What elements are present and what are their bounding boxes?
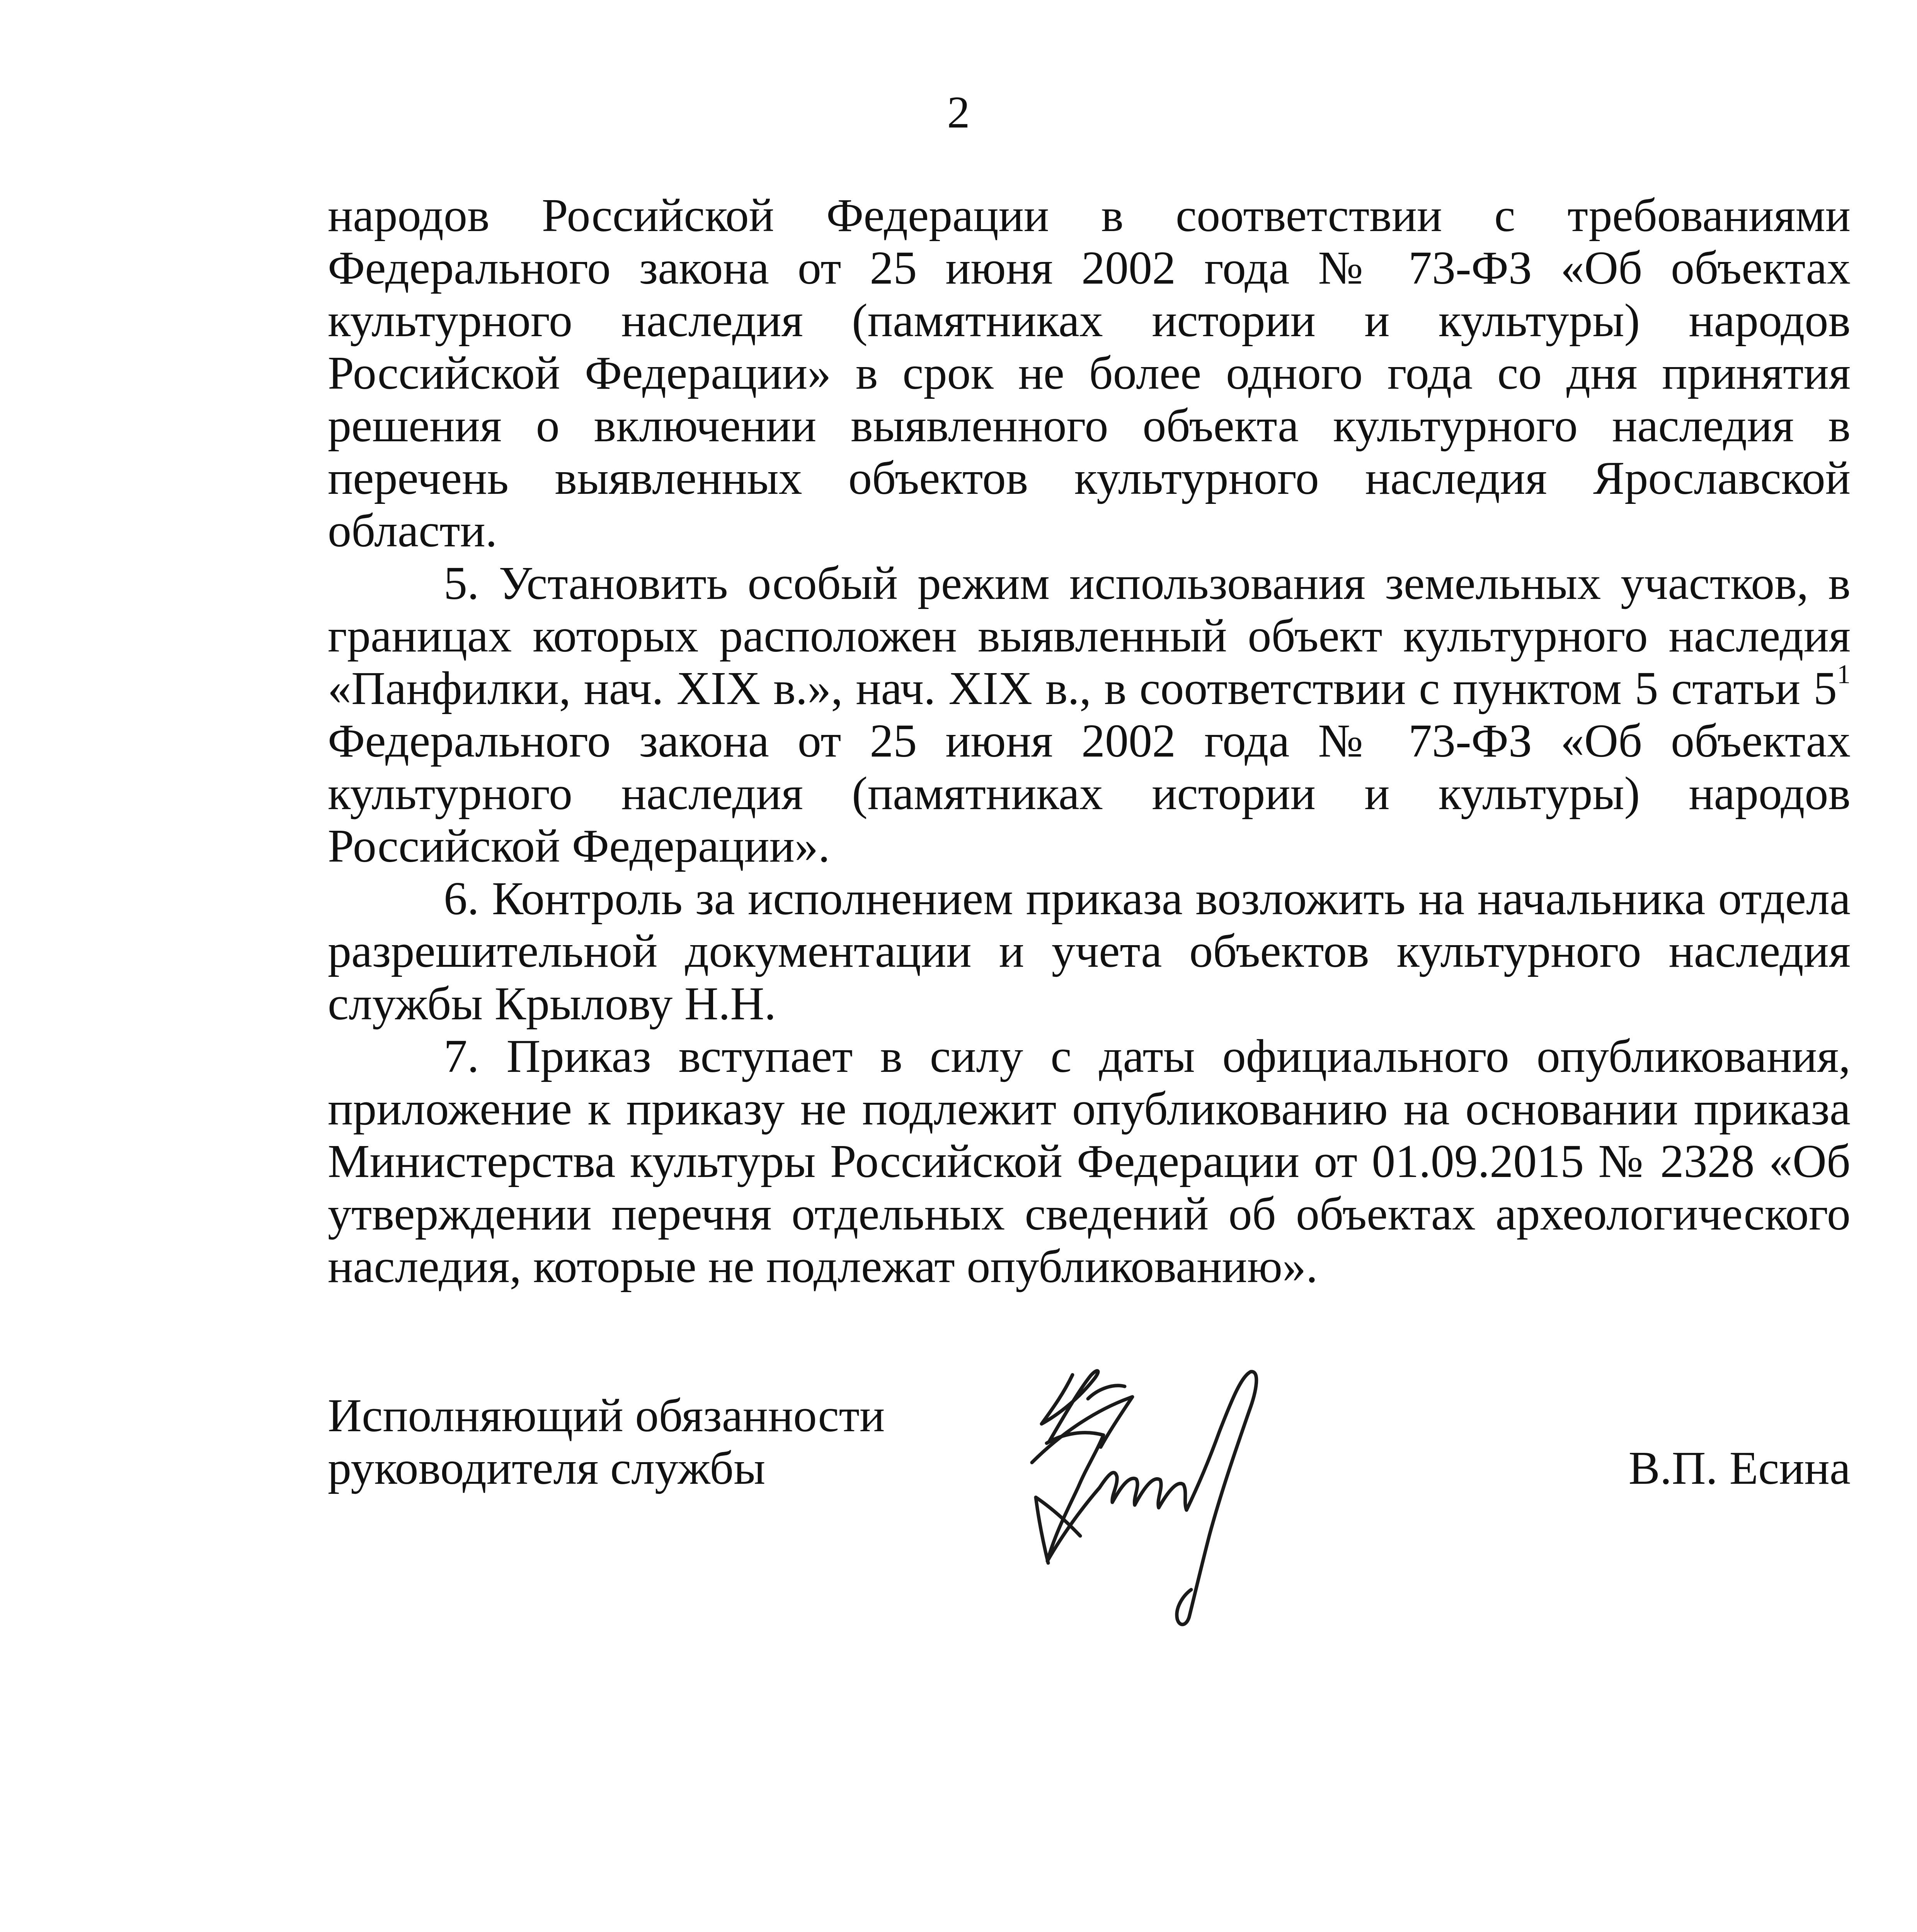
paragraph-continuation: народов Российской Федерации в соответствии с требованиями Федерального закона от 25 июня 2002 года № 73-ФЗ «Об объектах культурного наследия (памятниках истории и культуры) народов Российской Федерации» в срок не более одного года со дня принятия решения о включении выявленного объекта культурного наследия в перечень выявленных объектов культурного наследия Ярославской области. xyxy=(328,189,1851,557)
paragraph-item-5 xyxy=(328,557,1851,872)
signer-position xyxy=(328,1389,907,1495)
signer-position-line-1: Исполняющий обязанности xyxy=(328,1389,885,1442)
item-5-text: 5. Установить особый режим использования земельных участков, в границах которых расположен выявленный объект культурного наследия «Панфилки, нач. XIX в.», нач. XIX в., в соответствии с пунктом 5 статьи 5 xyxy=(328,557,1851,714)
signer-position-line-2: руководителя службы xyxy=(328,1442,766,1494)
body-text xyxy=(328,189,1851,1293)
signer-name: В.П. Есина xyxy=(1628,1442,1851,1494)
handwritten-signature xyxy=(1005,1352,1299,1646)
page-number: 2 xyxy=(947,87,970,138)
item-5-tail: Федерального закона от 25 июня 2002 года № 73-ФЗ «Об объектах культурного наследия (памятниках истории и культуры) народов Российской Федерации». xyxy=(328,715,1851,872)
paragraph-item-6: 6. Контроль за исполнением приказа возложить на начальника отдела разрешительной документации и учета объектов культурного наследия службы Крылову Н.Н. xyxy=(328,872,1851,1030)
item-5-superscript: 1 xyxy=(1837,660,1851,689)
paragraph-item-7: 7. Приказ вступает в силу с даты официального опубликования, приложение к приказу не подлежит опубликованию на основании приказа Министерства культуры Российской Федерации от 01.09.2015 № 2328 «Об утверждении перечня отдельных сведений об объектах археологического наследия, которые не подлежат опубликованию». xyxy=(328,1030,1851,1293)
